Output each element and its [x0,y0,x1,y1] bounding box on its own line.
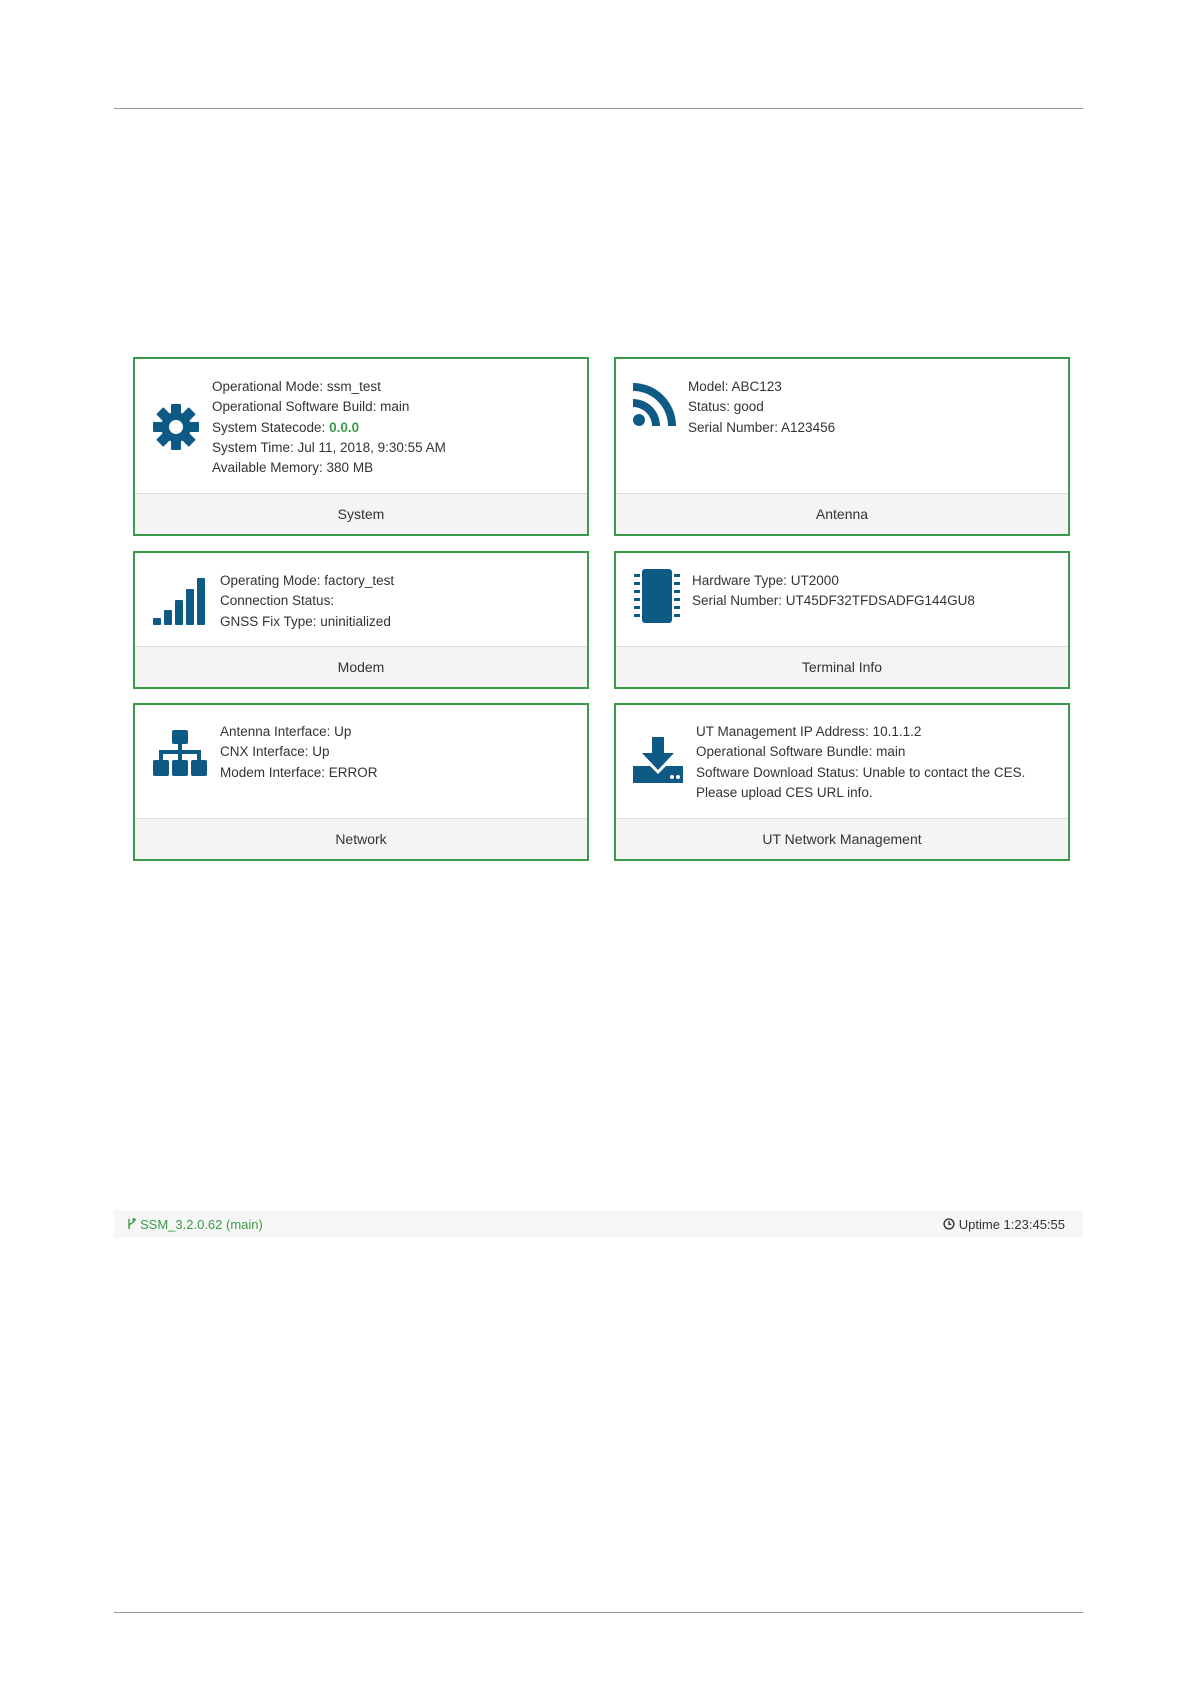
antenna-interface: Antenna Interface: Up [220,724,352,739]
terminal-info-card-body [616,553,1068,646]
connection-status: Connection Status: [220,593,335,609]
antenna-details [688,377,835,438]
uptime [943,1217,1065,1232]
statecode-label: System Statecode: [212,419,330,435]
terminal-info-card-title[interactable]: Terminal Info [616,646,1068,687]
antenna-model: Model: ABC123 [688,379,782,394]
software-download-status: Software Download Status: Unable to contact the CES. [696,764,1026,780]
ces-url-hint: Please upload CES URL info. [696,784,873,800]
network-details [220,722,378,783]
uptime-text: Uptime 1:23:45:55 [958,1216,1065,1232]
terminal-info-card[interactable] [614,551,1070,689]
top-rule [114,108,1083,109]
ut-network-management-details [696,722,1025,803]
download-icon [632,736,684,784]
modem-interface: Modem Interface: ERROR [220,764,378,780]
system-card-title[interactable]: System [135,493,587,534]
ut-network-management-card-title[interactable]: UT Network Management [616,818,1068,859]
sitemap-icon [152,729,208,777]
bottom-rule [114,1612,1083,1613]
network-card[interactable] [133,703,589,861]
hardware-type: Hardware Type: UT2000 [692,573,839,588]
antenna-serial: Serial Number: A123456 [688,419,836,435]
antenna-card-body [616,359,1068,493]
operational-mode: Operational Mode: ssm_test [212,379,381,394]
system-card-body [135,359,587,493]
software-build: Operational Software Build: main [212,399,410,415]
statecode-value: 0.0.0 [329,419,360,435]
system-details [212,377,446,478]
signal-bars-icon [152,576,208,626]
branch-icon [127,1218,136,1230]
ut-network-management-card[interactable] [614,703,1070,861]
modem-card-body [135,553,587,646]
system-card[interactable] [133,357,589,536]
terminal-serial: Serial Number: UT45DF32TFDSADFG144GU8 [692,593,975,609]
antenna-card-title[interactable]: Antenna [616,493,1068,534]
status-footer [114,1210,1083,1238]
modem-card-title[interactable]: Modem [135,646,587,687]
modem-details [220,571,394,632]
system-statecode [212,418,446,438]
build-version-text: SSM_3.2.0.62 (main) [140,1216,263,1232]
gear-icon [152,403,200,451]
build-version[interactable] [127,1217,263,1232]
cnx-interface: CNX Interface: Up [220,744,330,760]
modem-card[interactable] [133,551,589,689]
gnss-fix-type: GNSS Fix Type: uninitialized [220,613,391,629]
chip-icon [632,568,682,624]
terminal-details [692,571,975,612]
operating-mode: Operating Mode: factory_test [220,573,395,588]
system-time: System Time: Jul 11, 2018, 9:30:55 AM [212,439,446,455]
rss-icon [632,381,678,427]
clock-icon [943,1218,955,1230]
ut-management-ip: UT Management IP Address: 10.1.1.2 [696,724,922,739]
antenna-card[interactable] [614,357,1070,536]
available-memory: Available Memory: 380 MB [212,460,374,476]
ut-network-management-card-body [616,705,1068,818]
operational-software-bundle: Operational Software Bundle: main [696,744,906,760]
network-card-title[interactable]: Network [135,818,587,859]
network-card-body [135,705,587,818]
antenna-status: Status: good [688,399,764,415]
